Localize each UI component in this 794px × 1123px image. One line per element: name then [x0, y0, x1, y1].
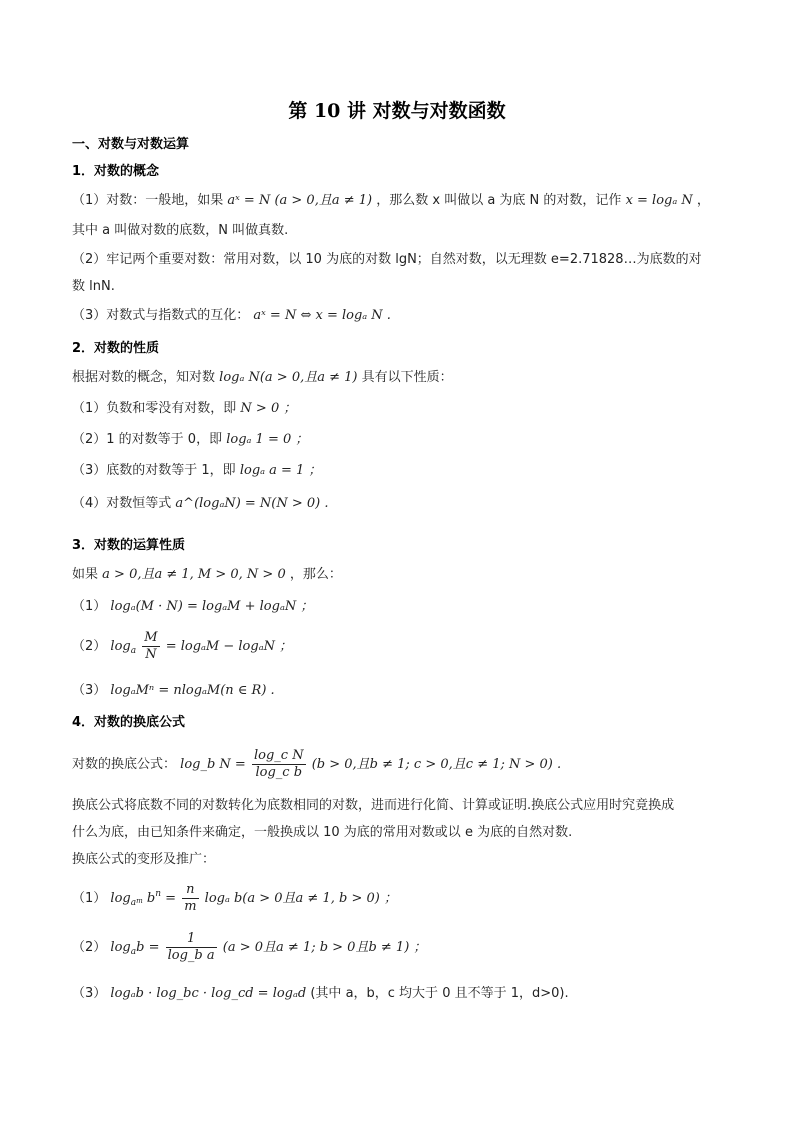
concept-paragraph-2-line1: （2）牢记两个重要对数：常用对数，以 10 为底的对数 lgN；自然对数，以无理数 e=2.71828…为底数的对 — [72, 252, 702, 267]
property-3-prefix: （3）底数的对数等于 1，即 — [72, 463, 236, 478]
operations-intro-tail: ，那么： — [289, 567, 342, 582]
variant-2-denominator: log_b a — [167, 948, 215, 963]
operation-2-label: （2） — [72, 639, 107, 654]
concept-p1-tail: ， — [696, 193, 710, 208]
operation-1-label: （1） — [72, 599, 107, 614]
concept-paragraph-1-line2: 其中 a 叫做对数的底数，N 叫做真数. — [72, 223, 289, 238]
variant-3-label: （3） — [72, 986, 107, 1001]
variant-2-fraction — [166, 931, 217, 964]
variant-1-denominator: m — [184, 899, 197, 914]
operation-2-fraction — [142, 630, 159, 663]
variant-1-numerator: n — [182, 882, 198, 899]
properties-intro-tail: 具有以下性质： — [361, 370, 453, 385]
section-heading: 一、对数与对数运算 — [72, 137, 190, 152]
change-of-base-condition: (b > 0,且b ≠ 1; c > 0,且c ≠ 1; N > 0) . — [311, 757, 562, 772]
property-4-prefix: （4）对数恒等式 — [72, 496, 172, 511]
change-of-base-denominator: log_c b — [255, 765, 303, 780]
concept-p3-prefix: （3）对数式与指数式的互化： — [72, 308, 250, 323]
variants-heading: 换底公式的变形及推广： — [72, 852, 216, 867]
property-item-2 — [72, 431, 308, 449]
operations-intro-formula: a > 0,且a ≠ 1, M > 0, N > 0 — [102, 567, 286, 582]
subsection-heading-1: 1．对数的概念 — [72, 164, 160, 179]
change-of-base-formula — [72, 748, 561, 781]
property-2-prefix: （2）1 的对数等于 0，即 — [72, 432, 223, 447]
variant-1-fraction — [182, 882, 198, 915]
variant-item-3 — [72, 985, 569, 1003]
concept-p1-prefix: （1）对数：一般地，如果 — [72, 193, 224, 208]
operations-intro-prefix: 如果 — [72, 567, 99, 582]
subsection-heading-3: 3．对数的运算性质 — [72, 538, 186, 553]
properties-intro-formula: logₐ N(a > 0,且a ≠ 1) — [219, 370, 358, 385]
subsection-heading-4: 4．对数的换底公式 — [72, 715, 186, 730]
variant-item-2 — [72, 931, 426, 964]
operation-2-denominator: N — [145, 647, 157, 662]
operation-1-formula: logₐ(M · N) = logₐM + logₐN ； — [110, 599, 314, 614]
operations-intro — [72, 566, 342, 584]
property-item-1 — [72, 400, 296, 418]
property-2-formula: logₐ 1 = 0 ； — [226, 432, 309, 447]
operation-2-tail: = logₐM − logₐN ； — [165, 639, 293, 654]
change-of-base-label: 对数的换底公式： — [72, 757, 177, 772]
operation-item-3 — [72, 682, 275, 700]
concept-p1-formula: aˣ = N (a > 0,且a ≠ 1) — [227, 193, 373, 208]
variant-2-lhs: $\log_ab$ = — [110, 940, 160, 957]
change-of-base-fraction — [252, 748, 306, 781]
variant-2-numerator: 1 — [166, 931, 217, 948]
variant-2-label: （2） — [72, 940, 107, 955]
concept-p1-formula2: x = logₐ N — [625, 193, 693, 208]
operation-item-1 — [72, 598, 313, 616]
operation-2-numerator: M — [144, 630, 158, 645]
change-of-base-numerator: log_c N — [253, 748, 304, 763]
properties-intro — [72, 369, 453, 387]
property-1-prefix: （1）负数和零没有对数，即 — [72, 401, 237, 416]
property-item-4 — [72, 495, 329, 513]
change-of-base-paragraph-line1: 换底公式将底数不同的对数转化为底数相同的对数，进而进行化简、计算或证明.换底公式应用时究竟换成 — [72, 798, 675, 813]
concept-p3-formula: aˣ = N ⇔ x = logₐ N . — [253, 308, 391, 323]
change-of-base-paragraph-line2: 什么为底，由已知条件来确定，一般换成以 10 为底的常用对数或以 e 为底的自然对数. — [72, 825, 573, 840]
variant-1-lhs: $\log_{a^m} b^n$ = — [110, 889, 177, 908]
concept-paragraph-2-line2: 数 lnN. — [72, 279, 115, 294]
concept-p1-mid: ，那么数 x 叫做以 a 为底 N 的对数，记作 — [376, 193, 622, 208]
variant-1-label: （1） — [72, 891, 107, 906]
operation-item-2 — [72, 630, 292, 663]
variant-3-tail: (其中 a，b，c 均大于 0 且不等于 1，d>0). — [310, 986, 569, 1001]
change-of-base-lhs: log_b N = — [180, 757, 246, 772]
page-title: 第 10 讲 对数与对数函数 — [288, 100, 506, 122]
variant-1-tail: logₐ b(a > 0且a ≠ 1, b > 0) ； — [204, 891, 397, 906]
property-4-formula: a^(logₐN) = N(N > 0) . — [175, 496, 329, 511]
variant-2-tail: (a > 0且a ≠ 1; b > 0且b ≠ 1) ； — [222, 940, 427, 955]
variant-3-formula: logₐb · log_bc · log_cd = logₐd — [110, 986, 307, 1001]
property-3-formula: logₐ a = 1 ； — [239, 463, 322, 478]
subsection-heading-2: 2．对数的性质 — [72, 341, 160, 356]
property-item-3 — [72, 462, 321, 480]
operation-2-log: $\log_a$ — [110, 639, 137, 656]
variant-item-1 — [72, 882, 397, 915]
properties-intro-prefix: 根据对数的概念，知对数 — [72, 370, 216, 385]
operation-3-label: （3） — [72, 683, 107, 698]
property-1-formula: N > 0 ； — [240, 401, 297, 416]
concept-paragraph-3 — [72, 307, 391, 325]
operation-3-formula: logₐMⁿ = nlogₐM(n ∈ R) . — [110, 683, 275, 698]
concept-paragraph-1 — [72, 192, 710, 210]
